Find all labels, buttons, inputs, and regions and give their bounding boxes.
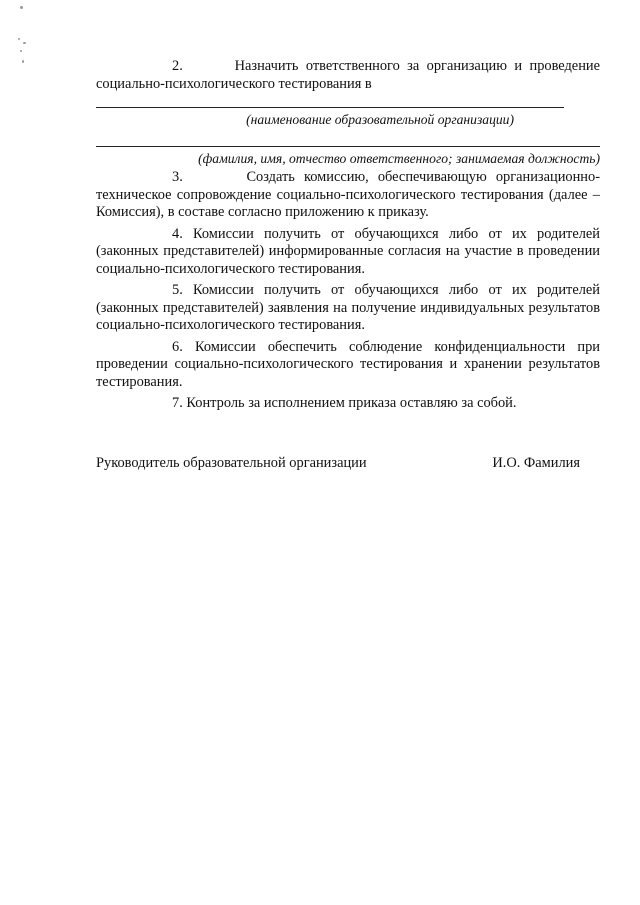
signature-block	[96, 455, 580, 472]
signature-name: И.О. Фамилия	[492, 455, 580, 471]
item-7	[96, 395, 600, 413]
org-name-caption: (наименование образовательной организации)	[246, 112, 514, 127]
signature-role: Руководитель образовательной организации	[96, 455, 367, 471]
item-6-text: Комиссии обеспечить соблюдение конфиденциальности при проведении социально-психологического тестирования и хранении результатов тестирования.	[96, 338, 600, 390]
item-2	[96, 58, 600, 93]
item-2-number: 2.	[172, 58, 183, 74]
document-body	[96, 58, 600, 417]
item-5	[96, 282, 600, 335]
item-5-text: Комиссии получить от обучающихся либо от их родителей (законных представителей) заявления на получение индивидуальных результатов социально-психологического тестирования.	[96, 282, 600, 333]
responsible-caption: (фамилия, имя, отчество ответственного; занимаемая должность)	[198, 151, 600, 166]
scan-artifacts	[18, 4, 28, 74]
org-name-blank-line	[96, 107, 564, 108]
item-7-text: Контроль за исполнением приказа оставляю за собой.	[186, 395, 517, 411]
item-6	[96, 339, 600, 392]
item-3-number: 3.	[172, 169, 183, 185]
responsible-blank-line	[96, 146, 600, 147]
item-4-number: 4.	[172, 225, 183, 242]
item-4-text: Комиссии получить от обучающихся либо от их родителей (законных представителей) информированные согласия на участие в проведении социально-психологического тестирования.	[96, 225, 600, 277]
item-4	[96, 226, 600, 279]
item-5-number: 5.	[172, 282, 183, 298]
item-3	[96, 169, 600, 222]
item-7-number: 7.	[172, 395, 183, 411]
item-6-number: 6.	[172, 338, 183, 355]
item-2-text: Назначить ответственного за организацию и проведение социально-психологического тестирования в	[96, 58, 600, 92]
item-3-text: Создать комиссию, обеспечивающую организационно-техническое сопровождение социально-психологического тестирования (далее – Комиссия), в составе согласно приложению к приказу.	[96, 169, 600, 220]
